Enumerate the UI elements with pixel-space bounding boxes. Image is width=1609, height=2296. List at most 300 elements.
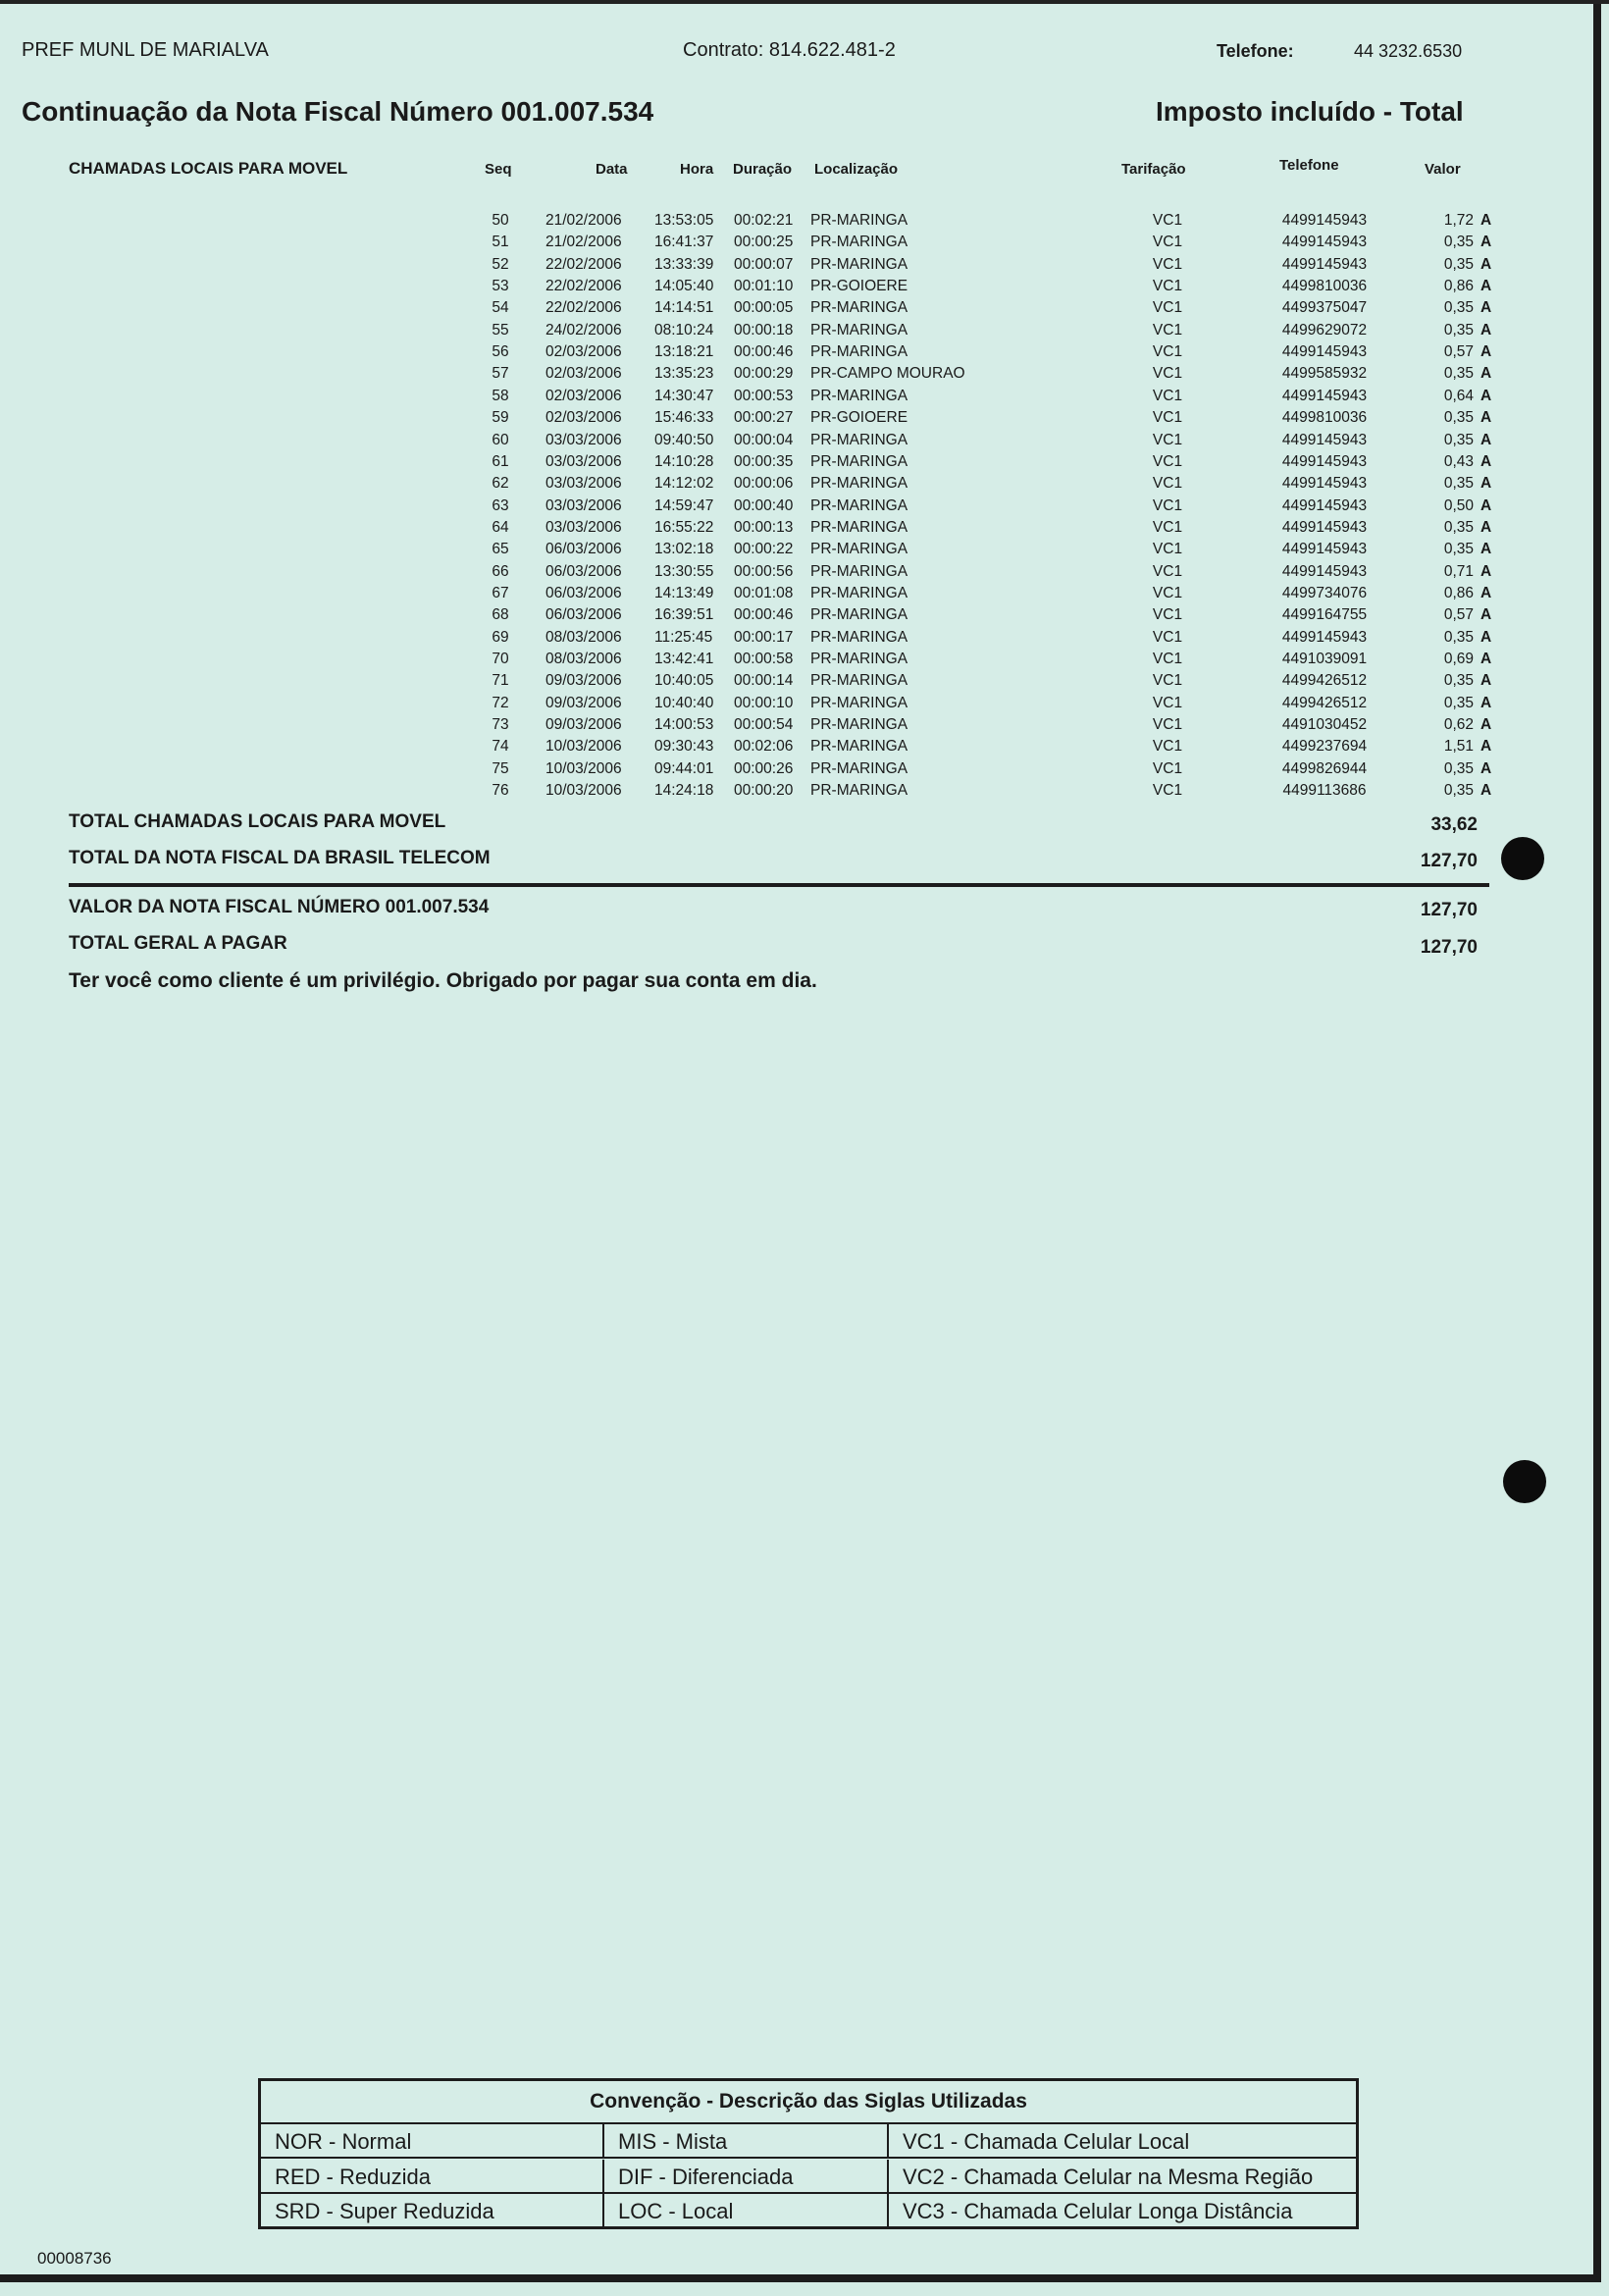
location-cell: PR-MARINGA [810, 452, 908, 470]
legend-cell: RED - Reduzida [275, 2164, 431, 2189]
duration-cell: 00:00:40 [734, 496, 794, 514]
seq-cell: 61 [492, 452, 509, 470]
location-cell: PR-MARINGA [810, 562, 908, 580]
duration-cell: 00:00:54 [734, 716, 794, 734]
value-cell: 0,35 [1443, 365, 1474, 383]
table-row [0, 782, 1609, 804]
time-cell: 14:00:53 [654, 716, 714, 734]
value-cell: 0,35 [1443, 782, 1474, 800]
tariff-cell: VC1 [1152, 452, 1183, 470]
phone-cell: 4499810036 [1281, 278, 1368, 295]
time-cell: 13:53:05 [654, 212, 714, 229]
legend-cell: SRD - Super Reduzida [275, 2199, 494, 2223]
date-cell: 06/03/2006 [545, 606, 622, 624]
seq-cell: 59 [492, 409, 509, 427]
date-cell: 08/03/2006 [545, 628, 622, 646]
date-cell: 06/03/2006 [545, 541, 622, 558]
date-cell: 03/03/2006 [545, 475, 622, 493]
tax-indicator-cell: A [1480, 782, 1492, 800]
tariff-cell: VC1 [1152, 782, 1183, 800]
value-cell: 0,35 [1443, 759, 1474, 777]
column-header-tarifacao: Tarifação [1121, 161, 1186, 178]
tax-indicator-cell: A [1480, 518, 1492, 536]
tariff-cell: VC1 [1152, 278, 1183, 295]
location-cell: PR-GOIOERE [810, 278, 908, 295]
tax-included-title: Imposto incluído - Total [1156, 96, 1464, 127]
seq-cell: 58 [492, 387, 509, 404]
table-row [0, 212, 1609, 234]
tariff-cell: VC1 [1152, 672, 1183, 690]
time-cell: 10:40:05 [654, 672, 714, 690]
duration-cell: 00:00:05 [734, 299, 794, 317]
date-cell: 24/02/2006 [545, 321, 622, 339]
duration-cell: 00:02:06 [734, 738, 794, 756]
value-cell: 0,35 [1443, 475, 1474, 493]
column-header-localizacao: Localização [814, 161, 899, 178]
duration-cell: 00:00:13 [734, 518, 794, 536]
value-cell: 0,35 [1443, 672, 1474, 690]
table-row [0, 343, 1609, 365]
duration-cell: 00:00:10 [734, 694, 794, 711]
tax-indicator-cell: A [1480, 387, 1492, 404]
date-cell: 06/03/2006 [545, 562, 622, 580]
tax-indicator-cell: A [1480, 716, 1492, 734]
value-cell: 0,35 [1443, 518, 1474, 536]
tariff-cell: VC1 [1152, 496, 1183, 514]
phone-cell: 4499734076 [1281, 584, 1368, 601]
location-cell: PR-MARINGA [810, 343, 908, 361]
tax-indicator-cell: A [1480, 278, 1492, 295]
duration-cell: 00:00:20 [734, 782, 794, 800]
column-header-duracao: Duração [733, 161, 793, 178]
table-row [0, 695, 1609, 716]
time-cell: 13:33:39 [654, 255, 714, 273]
table-row [0, 716, 1609, 738]
tax-indicator-cell: A [1480, 365, 1492, 383]
duration-cell: 00:00:26 [734, 759, 794, 777]
time-cell: 11:25:45 [654, 628, 713, 646]
time-cell: 13:18:21 [654, 343, 714, 361]
location-cell: PR-MARINGA [810, 431, 908, 448]
seq-cell: 70 [492, 651, 509, 667]
date-cell: 21/02/2006 [545, 212, 622, 229]
value-cell: 0,43 [1443, 452, 1474, 470]
value-cell: 1,72 [1443, 212, 1474, 229]
time-cell: 14:30:47 [654, 387, 714, 404]
value-cell: 0,35 [1443, 541, 1474, 558]
date-cell: 03/03/2006 [545, 431, 622, 448]
phone-cell: 4499145943 [1281, 387, 1368, 404]
location-cell: PR-MARINGA [810, 606, 908, 624]
seq-cell: 69 [492, 628, 509, 646]
duration-cell: 00:00:46 [734, 343, 794, 361]
date-cell: 03/03/2006 [545, 496, 622, 514]
tariff-cell: VC1 [1152, 299, 1183, 317]
time-cell: 16:41:37 [654, 234, 714, 251]
value-cell: 0,57 [1443, 343, 1474, 361]
tax-indicator-cell: A [1480, 321, 1492, 339]
tariff-cell: VC1 [1152, 365, 1183, 383]
time-cell: 15:46:33 [654, 409, 714, 427]
phone-cell: 4499375047 [1281, 299, 1368, 317]
value-cell: 0,35 [1443, 234, 1474, 251]
seq-cell: 66 [492, 562, 509, 580]
table-row [0, 606, 1609, 628]
value-cell: 0,86 [1443, 584, 1474, 601]
legend-cell: DIF - Diferenciada [602, 2160, 887, 2194]
phone-cell: 4499113686 [1282, 782, 1367, 800]
value-cell: 0,86 [1443, 278, 1474, 295]
legend-cell: VC3 - Chamada Celular Longa Distância [887, 2194, 1356, 2228]
seq-cell: 73 [492, 716, 509, 734]
duration-cell: 00:00:04 [734, 431, 794, 448]
date-cell: 21/02/2006 [545, 234, 622, 251]
time-cell: 14:14:51 [654, 299, 714, 317]
duration-cell: 00:00:35 [734, 452, 794, 470]
duration-cell: 00:00:14 [734, 672, 794, 690]
seq-cell: 60 [492, 431, 509, 448]
phone-cell: 4499145943 [1281, 541, 1368, 558]
phone-cell: 4499826944 [1281, 759, 1368, 777]
tariff-cell: VC1 [1152, 321, 1183, 339]
table-row [0, 475, 1609, 496]
tariff-cell: VC1 [1152, 409, 1183, 427]
duration-cell: 00:00:17 [734, 628, 794, 646]
duration-cell: 00:02:21 [734, 212, 794, 229]
table-row [0, 365, 1609, 387]
date-cell: 09/03/2006 [545, 716, 622, 734]
punch-hole-dot [1501, 837, 1544, 880]
date-cell: 02/03/2006 [545, 409, 622, 427]
legend-row [261, 2160, 1356, 2194]
value-cell: 0,57 [1443, 606, 1474, 624]
phone-cell: 4499164755 [1281, 606, 1368, 624]
seq-cell: 71 [492, 672, 509, 690]
legend-title: Convenção - Descrição das Siglas Utilizadas [590, 2090, 1027, 2113]
tariff-cell: VC1 [1152, 255, 1183, 273]
value-cell: 0,35 [1443, 628, 1474, 646]
column-header-data: Data [596, 161, 628, 178]
table-row [0, 432, 1609, 453]
date-cell: 08/03/2006 [545, 651, 622, 667]
table-row [0, 322, 1609, 343]
location-cell: PR-MARINGA [810, 759, 908, 777]
legend-cell: VC2 - Chamada Celular na Mesma Região [887, 2160, 1356, 2194]
value-cell: 0,35 [1443, 321, 1474, 339]
duration-cell: 00:00:53 [734, 387, 794, 404]
time-cell: 13:35:23 [654, 365, 714, 383]
table-row [0, 256, 1609, 278]
value-cell: 0,35 [1443, 431, 1474, 448]
tariff-cell: VC1 [1152, 431, 1183, 448]
tax-indicator-cell: A [1480, 299, 1492, 317]
table-row [0, 672, 1609, 694]
phone-cell: 4491030452 [1281, 716, 1368, 734]
location-cell: PR-MARINGA [810, 672, 908, 690]
location-cell: PR-MARINGA [810, 518, 908, 536]
time-cell: 13:42:41 [654, 651, 714, 667]
tax-indicator-cell: A [1480, 431, 1492, 448]
duration-cell: 00:00:58 [734, 651, 794, 667]
date-cell: 02/03/2006 [545, 387, 622, 404]
phone-cell: 4499145943 [1281, 343, 1368, 361]
tax-indicator-cell: A [1480, 628, 1492, 646]
tax-indicator-cell: A [1480, 475, 1492, 493]
tariff-cell: VC1 [1152, 759, 1183, 777]
total-local-mobile-value: 33,62 [1430, 814, 1478, 835]
tax-indicator-cell: A [1480, 606, 1492, 624]
phone-cell: 4499145943 [1281, 212, 1368, 229]
column-header-telefone: Telefone [1279, 157, 1339, 174]
phone-cell: 4499145943 [1281, 234, 1368, 251]
location-cell: PR-MARINGA [810, 584, 908, 601]
location-cell: PR-MARINGA [810, 212, 908, 229]
table-row [0, 453, 1609, 475]
customer-name: PREF MUNL DE MARIALVA [22, 39, 269, 61]
phone-cell: 4499145943 [1281, 475, 1368, 493]
location-cell: PR-MARINGA [810, 496, 908, 514]
duration-cell: 00:00:18 [734, 321, 794, 339]
phone-cell: 4499145943 [1281, 562, 1368, 580]
seq-cell: 65 [492, 541, 509, 558]
duration-cell: 00:00:56 [734, 562, 794, 580]
phone-cell: 4499145943 [1281, 518, 1368, 536]
phone-cell: 4499810036 [1281, 409, 1368, 427]
seq-cell: 57 [492, 365, 509, 383]
invoice-value: 127,70 [1420, 900, 1478, 920]
thank-you-message: Ter você como cliente é um privilégio. Obrigado por pagar sua conta em dia. [69, 969, 817, 992]
date-cell: 03/03/2006 [545, 452, 622, 470]
time-cell: 16:55:22 [654, 518, 714, 536]
top-border [0, 0, 1609, 4]
phone-cell: 4499629072 [1281, 321, 1368, 339]
value-cell: 0,62 [1443, 716, 1474, 734]
legend-cell: LOC - Local [602, 2194, 887, 2228]
column-header-hora: Hora [680, 161, 714, 178]
phone-cell: 4499237694 [1281, 738, 1368, 756]
tariff-cell: VC1 [1152, 584, 1183, 601]
time-cell: 16:39:51 [654, 606, 714, 624]
legend-box [258, 2078, 1359, 2229]
duration-cell: 00:00:25 [734, 234, 794, 251]
invoice-value-label: VALOR DA NOTA FISCAL NÚMERO 001.007.534 [69, 897, 490, 917]
location-cell: PR-MARINGA [810, 716, 908, 734]
value-cell: 0,69 [1443, 651, 1474, 667]
table-row [0, 651, 1609, 672]
total-brasil-telecom-value: 127,70 [1420, 851, 1478, 871]
date-cell: 22/02/2006 [545, 278, 622, 295]
tax-indicator-cell: A [1480, 584, 1492, 601]
seq-cell: 72 [492, 694, 509, 711]
phone-cell: 4499145943 [1281, 628, 1368, 646]
table-row [0, 738, 1609, 759]
seq-cell: 62 [492, 475, 509, 493]
location-cell: PR-MARINGA [810, 651, 908, 667]
legend-row [261, 2124, 1356, 2159]
date-cell: 02/03/2006 [545, 343, 622, 361]
legend-cell: NOR - Normal [275, 2129, 412, 2154]
duration-cell: 00:00:07 [734, 255, 794, 273]
tax-indicator-cell: A [1480, 343, 1492, 361]
table-row [0, 541, 1609, 562]
date-cell: 09/03/2006 [545, 694, 622, 711]
time-cell: 09:30:43 [654, 738, 714, 756]
tax-indicator-cell: A [1480, 541, 1492, 558]
date-cell: 10/03/2006 [545, 738, 622, 756]
grand-total-value: 127,70 [1420, 937, 1478, 958]
date-cell: 09/03/2006 [545, 672, 622, 690]
column-header-seq: Seq [485, 161, 512, 178]
tariff-cell: VC1 [1152, 343, 1183, 361]
tariff-cell: VC1 [1152, 694, 1183, 711]
table-row [0, 299, 1609, 321]
phone-cell: 4499145943 [1281, 452, 1368, 470]
seq-cell: 68 [492, 606, 509, 624]
tariff-cell: VC1 [1152, 628, 1183, 646]
location-cell: PR-MARINGA [810, 738, 908, 756]
date-cell: 06/03/2006 [545, 584, 622, 601]
tax-indicator-cell: A [1480, 651, 1492, 667]
date-cell: 03/03/2006 [545, 518, 622, 536]
duration-cell: 00:00:46 [734, 606, 794, 624]
time-cell: 14:59:47 [654, 496, 714, 514]
legend-grid [261, 2122, 1356, 2228]
phone-label: Telefone: [1217, 41, 1294, 61]
duration-cell: 00:00:22 [734, 541, 794, 558]
legend-cell: VC1 - Chamada Celular Local [887, 2124, 1356, 2159]
phone-cell: 4499426512 [1281, 694, 1368, 711]
value-cell: 0,71 [1443, 562, 1474, 580]
seq-cell: 54 [492, 299, 509, 317]
document-code: 00008736 [37, 2249, 112, 2268]
legend-row [261, 2194, 1356, 2228]
date-cell: 10/03/2006 [545, 759, 622, 777]
value-cell: 0,50 [1443, 496, 1474, 514]
tax-indicator-cell: A [1480, 234, 1492, 251]
location-cell: PR-MARINGA [810, 475, 908, 493]
total-local-mobile-label: TOTAL CHAMADAS LOCAIS PARA MOVEL [69, 811, 446, 832]
tax-indicator-cell: A [1480, 255, 1492, 273]
total-brasil-telecom-label: TOTAL DA NOTA FISCAL DA BRASIL TELECOM [69, 848, 491, 868]
tariff-cell: VC1 [1152, 212, 1183, 229]
table-row [0, 760, 1609, 782]
time-cell: 09:44:01 [654, 759, 714, 777]
seq-cell: 67 [492, 584, 509, 601]
location-cell: PR-CAMPO MOURAO [810, 365, 965, 383]
phone-cell: 4499145943 [1281, 431, 1368, 448]
location-cell: PR-MARINGA [810, 387, 908, 404]
column-header-valor: Valor [1425, 161, 1461, 178]
time-cell: 14:24:18 [654, 782, 714, 800]
phone-cell: 4491039091 [1281, 651, 1368, 667]
table-row [0, 563, 1609, 585]
phone-value: 44 3232.6530 [1354, 41, 1463, 61]
location-cell: PR-MARINGA [810, 628, 908, 646]
seq-cell: 51 [492, 234, 509, 251]
tariff-cell: VC1 [1152, 651, 1183, 667]
phone-cell: 4499585932 [1281, 365, 1368, 383]
time-cell: 13:30:55 [654, 562, 714, 580]
value-cell: 1,51 [1443, 738, 1474, 756]
table-row [0, 629, 1609, 651]
phone-cell: 4499145943 [1281, 255, 1368, 273]
tariff-cell: VC1 [1152, 738, 1183, 756]
date-cell: 22/02/2006 [545, 255, 622, 273]
tax-indicator-cell: A [1480, 738, 1492, 756]
seq-cell: 74 [492, 738, 509, 756]
table-row [0, 234, 1609, 255]
table-row [0, 278, 1609, 299]
tax-indicator-cell: A [1480, 409, 1492, 427]
seq-cell: 53 [492, 278, 509, 295]
date-cell: 02/03/2006 [545, 365, 622, 383]
location-cell: PR-MARINGA [810, 255, 908, 273]
seq-cell: 50 [492, 212, 509, 229]
tariff-cell: VC1 [1152, 518, 1183, 536]
value-cell: 0,35 [1443, 299, 1474, 317]
location-cell: PR-GOIOERE [810, 409, 908, 427]
tax-indicator-cell: A [1480, 452, 1492, 470]
date-cell: 22/02/2006 [545, 299, 622, 317]
time-cell: 13:02:18 [654, 541, 714, 558]
time-cell: 14:10:28 [654, 452, 714, 470]
location-cell: PR-MARINGA [810, 299, 908, 317]
tax-indicator-cell: A [1480, 562, 1492, 580]
tariff-cell: VC1 [1152, 606, 1183, 624]
punch-hole-dot [1503, 1460, 1546, 1503]
duration-cell: 00:00:29 [734, 365, 794, 383]
tax-indicator-cell: A [1480, 694, 1492, 711]
date-cell: 10/03/2006 [545, 782, 622, 800]
location-cell: PR-MARINGA [810, 234, 908, 251]
seq-cell: 56 [492, 343, 509, 361]
legend-cell: MIS - Mista [602, 2124, 887, 2159]
location-cell: PR-MARINGA [810, 321, 908, 339]
seq-cell: 55 [492, 321, 509, 339]
duration-cell: 00:00:27 [734, 409, 794, 427]
value-cell: 0,35 [1443, 694, 1474, 711]
tax-indicator-cell: A [1480, 759, 1492, 777]
tariff-cell: VC1 [1152, 541, 1183, 558]
tax-indicator-cell: A [1480, 496, 1492, 514]
value-cell: 0,64 [1443, 387, 1474, 404]
table-row [0, 585, 1609, 606]
divider-rule [69, 883, 1489, 887]
tax-indicator-cell: A [1480, 672, 1492, 690]
seq-cell: 64 [492, 518, 509, 536]
table-row [0, 409, 1609, 431]
value-cell: 0,35 [1443, 409, 1474, 427]
time-cell: 08:10:24 [654, 321, 714, 339]
page-title: Continuação da Nota Fiscal Número 001.007.534 [22, 96, 654, 127]
time-cell: 14:13:49 [654, 584, 714, 601]
time-cell: 14:05:40 [654, 278, 714, 295]
tariff-cell: VC1 [1152, 475, 1183, 493]
seq-cell: 76 [492, 782, 509, 800]
location-cell: PR-MARINGA [810, 541, 908, 558]
tariff-cell: VC1 [1152, 387, 1183, 404]
section-label: CHAMADAS LOCAIS PARA MOVEL [69, 159, 348, 178]
table-row [0, 388, 1609, 409]
seq-cell: 75 [492, 759, 509, 777]
grand-total-label: TOTAL GERAL A PAGAR [69, 933, 287, 954]
table-row [0, 519, 1609, 541]
phone-cell: 4499426512 [1281, 672, 1368, 690]
location-cell: PR-MARINGA [810, 694, 908, 711]
duration-cell: 00:01:08 [734, 584, 794, 601]
value-cell: 0,35 [1443, 255, 1474, 273]
seq-cell: 52 [492, 255, 509, 273]
